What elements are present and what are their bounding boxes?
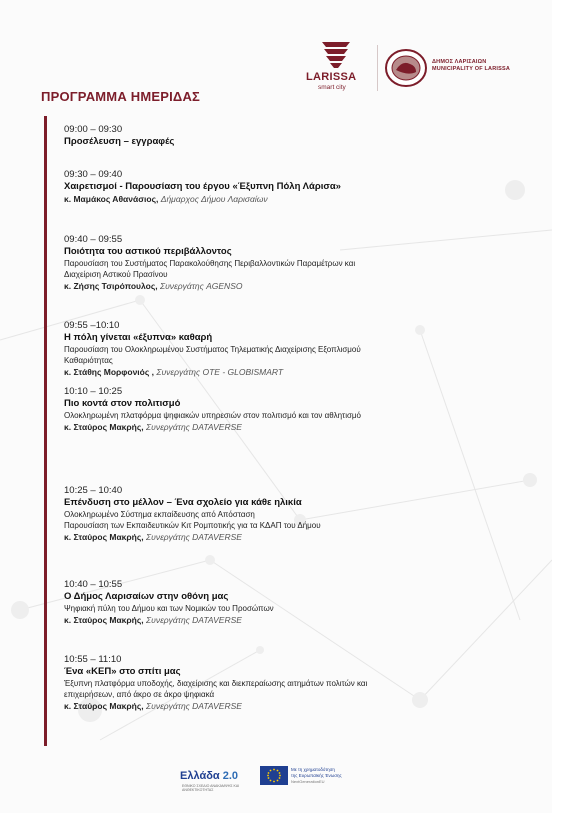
agenda-speaker xyxy=(64,280,540,292)
speaker-role: Συνεργάτης DATAVERSE xyxy=(146,615,242,625)
agenda-description: Παρουσίαση του Συστήματος Παρακολούθησης Περιβαλλοντικών Παραμέτρων και xyxy=(64,259,356,268)
agenda-time: 09:30 – 09:40 xyxy=(64,169,123,180)
speaker-role: Συνεργάτης DATAVERSE xyxy=(146,532,242,542)
agenda-description: Ολοκληρωμένη πλατφόρμα ψηφιακών υπηρεσιών στον πολιτισμό και τον αθλητισμό xyxy=(64,411,361,420)
agenda-heading: Προσέλευση – εγγραφές xyxy=(64,136,175,147)
agenda-heading: Ποιότητα του αστικού περιβάλλοντος xyxy=(64,246,232,257)
agenda-item xyxy=(64,579,540,626)
speaker-name: κ. Στάθης Μορφονιός , xyxy=(64,367,154,377)
speaker-name: κ. Σταύρος Μακρής, xyxy=(64,422,144,432)
speaker-name: κ. Ζήσης Τσιρόπουλος, xyxy=(64,281,158,291)
speaker-name: κ. Μαμάκος Αθανάσιος, xyxy=(64,194,159,204)
agenda-heading: Επένδυση στο μέλλον – Ένα σχολείο για κάθε ηλικία xyxy=(64,497,302,508)
agenda-heading: Η πόλη γίνεται «έξυπνα» καθαρή xyxy=(64,332,213,343)
municipality-name-greek: ΔΗΜΟΣ ΛΑΡΙΣΑΙΩΝ xyxy=(432,59,487,65)
agenda-description: Ολοκληρωμένο Σύστημα εκπαίδευσης από Απόσταση xyxy=(64,510,255,519)
greece-logo-version: 2.0 xyxy=(222,770,238,782)
agenda-speaker xyxy=(64,614,540,626)
speaker-role: Συνεργάτης OTE - GLOBISMART xyxy=(156,367,284,377)
greece-logo-text: Ελλάδα xyxy=(180,770,220,782)
agenda-heading: Χαιρετισμοί - Παρουσίαση του έργου «Έξυπνη Πόλη Λάρισα» xyxy=(64,181,341,192)
speaker-name: κ. Σταύρος Μακρής, xyxy=(64,615,144,625)
agenda-speaker xyxy=(64,700,540,712)
agenda-description: Παρουσίαση του Ολοκληρωμένου Συστήματος Τηλεματικής Διαχείρισης Εξοπλισμού xyxy=(64,345,361,354)
agenda-speaker xyxy=(64,531,540,543)
agenda-time: 09:55 –10:10 xyxy=(64,320,120,331)
agenda-time: 10:25 – 10:40 xyxy=(64,485,123,496)
eu-flag-icon xyxy=(260,766,288,785)
agenda-item xyxy=(64,485,540,543)
municipality-seal-icon xyxy=(384,48,428,88)
agenda-description: Παρουσίαση των Εκπαιδευτικών Κιτ Ρομποτικής για τα ΚΔΑΠ του Δήμου xyxy=(64,521,321,530)
speaker-role: Δήμαρχος Δήμου Λαρισαίων xyxy=(160,194,268,204)
eu-funding-line2: της Ευρωπαϊκής Ένωσης xyxy=(291,773,342,778)
eu-funding-line1: Με τη χρηματοδότηση xyxy=(291,767,335,772)
agenda-item xyxy=(64,124,540,148)
larissa-logo-text: LARISSA xyxy=(306,71,357,83)
agenda-heading: Ο Δήμος Λαρισαίων στην οθόνη μας xyxy=(64,591,229,602)
agenda-time: 10:40 – 10:55 xyxy=(64,579,123,590)
eu-funding-line3: NextGenerationEU xyxy=(291,779,325,784)
agenda-time: 10:55 – 11:10 xyxy=(64,654,122,665)
agenda-description: Διαχείριση Αστικού Πρασίνου xyxy=(64,270,168,279)
agenda-description: Ψηφιακή πύλη του Δήμου και των Νομικών του Προσώπων xyxy=(64,604,274,613)
right-margin xyxy=(552,0,584,813)
logo-divider xyxy=(377,45,378,91)
agenda-heading: Ένα «ΚΕΠ» στο σπίτι μας xyxy=(64,666,181,677)
agenda-time: 10:10 – 10:25 xyxy=(64,386,123,397)
agenda-item xyxy=(64,386,540,433)
agenda-speaker xyxy=(64,193,540,205)
smart-city-logo-text: smart city xyxy=(318,84,346,91)
agenda-description: επιχειρήσεων, από άκρο σε άκρο ψηφιακά xyxy=(64,690,215,699)
greece-2-0-logo xyxy=(180,770,238,782)
speaker-name: κ. Σταύρος Μακρής, xyxy=(64,701,144,711)
page-title: ΠΡΟΓΡΑΜΜΑ ΗΜΕΡΙΔΑΣ xyxy=(41,89,201,104)
agenda-description: Έξυπνη πλατφόρμα υποδοχής, διαχείρισης και διεκπεραίωσης αιτημάτων πολιτών και xyxy=(64,679,368,688)
agenda-time: 09:40 – 09:55 xyxy=(64,234,123,245)
agenda-time: 09:00 – 09:30 xyxy=(64,124,123,135)
agenda-item xyxy=(64,169,540,205)
agenda-description: Καθαριότητας xyxy=(64,356,113,365)
speaker-role: Συνεργάτης DATAVERSE xyxy=(146,701,242,711)
agenda-speaker xyxy=(64,366,540,378)
agenda-item xyxy=(64,654,540,712)
speaker-name: κ. Σταύρος Μακρής, xyxy=(64,532,144,542)
agenda-item xyxy=(64,320,540,378)
timeline-bar xyxy=(44,116,47,746)
agenda-speaker xyxy=(64,421,540,433)
speaker-role: Συνεργάτης AGENSO xyxy=(159,281,243,291)
agenda-heading: Πιο κοντά στον πολιτισμό xyxy=(64,398,181,409)
agenda-item xyxy=(64,234,540,292)
speaker-role: Συνεργάτης DATAVERSE xyxy=(146,422,242,432)
municipality-name-english: MUNICIPALITY OF LARISSA xyxy=(432,66,511,72)
greece-logo-subtitle: ΕΘΝΙΚΟ ΣΧΕΔΙΟ ΑΝΑΚΑΜΨΗΣ ΚΑΙ ΑΝΘΕΚΤΙΚΟΤΗΤΑΣ xyxy=(182,784,240,792)
